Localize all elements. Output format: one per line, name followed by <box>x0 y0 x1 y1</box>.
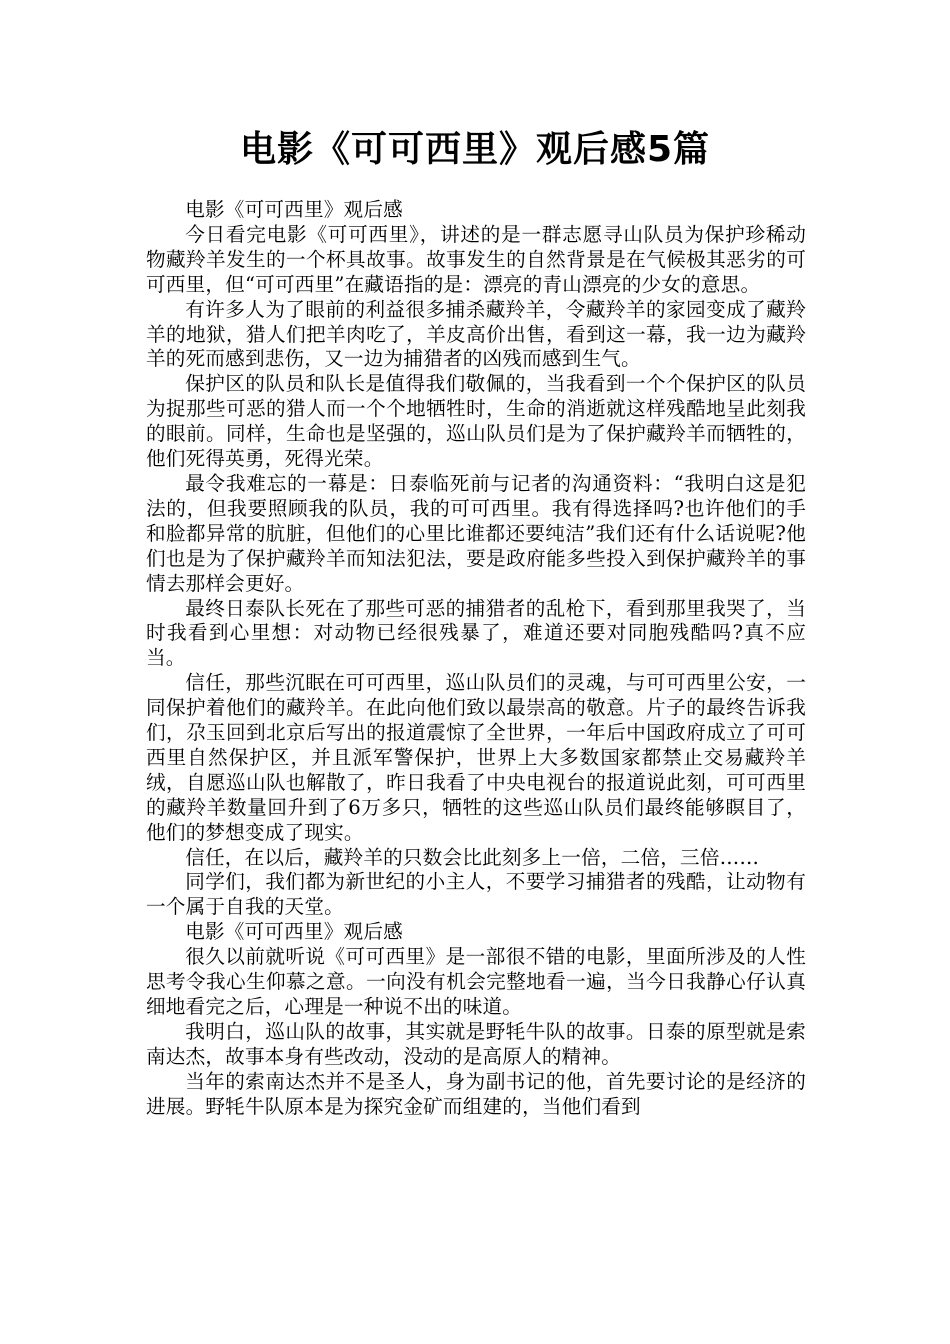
paragraph: 今日看完电影《可可西里》，讲述的是一群志愿寻山队员为保护珍稀动物藏羚羊发生的一个杯具故事。故事发生的自然背景是在气候极其恶劣的可可西里，但“可可西里”在藏语指的是：漂亮的青山漂亮的少女的意思。 <box>146 222 806 296</box>
document-title: 电影《可可西里》观后感5篇 <box>239 129 711 170</box>
paragraph: 信任，在以后，藏羚羊的只数会比此刻多上一倍，二倍，三倍…… <box>185 845 760 869</box>
paragraph: 我明白，巡山队的故事，其实就是野牦牛队的故事。日泰的原型就是索南达杰，故事本身有些改动，没动的是高原人的精神。 <box>146 1019 806 1068</box>
paragraph: 最令我难忘的一幕是：日泰临死前与记者的沟通资料：“我明白这是犯法的，但我要照顾我的队员，我的可可西里。我有得选择吗?也许他们的手和脸都异常的肮脏，但他们的心里比谁都还要纯洁”我们还有什么话说呢?他们也是为了保护藏羚羊而知法犯法，要是政府能多些投入到保护藏羚羊的事情去那样会更好。 <box>146 471 806 595</box>
document-body <box>146 198 806 1120</box>
paragraph: 同学们，我们都为新世纪的小主人，不要学习捕猎者的残酷，让动物有一个属于自我的天堂。 <box>146 870 806 919</box>
paragraph: 保护区的队员和队长是值得我们敬佩的，当我看到一个个保护区的队员为捉那些可恶的猎人而一个个地牺牲时，生命的消逝就这样残酷地呈此刻我的眼前。同样，生命也是坚强的，巡山队员们是为了保护藏羚羊而牺牲的，他们死得英勇，死得光荣。 <box>146 372 806 471</box>
paragraph: 最终日泰队长死在了那些可恶的捕猎者的乱枪下，看到那里我哭了，当时我看到心里想：对动物已经很残暴了，难道还要对同胞残酷吗?真不应当。 <box>146 596 806 670</box>
paragraph: 当年的索南达杰并不是圣人，身为副书记的他，首先要讨论的是经济的进展。野牦牛队原本是为探究金矿而组建的，当他们看到 <box>146 1069 806 1118</box>
section-heading: 电影《可可西里》观后感 <box>185 198 403 221</box>
paragraph: 有许多人为了眼前的利益很多捕杀藏羚羊，令藏羚羊的家园变成了藏羚羊的地狱，猎人们把羊肉吃了，羊皮高价出售，看到这一幕，我一边为藏羚羊的死而感到悲伤，又一边为捕猎者的凶残而感到生气。 <box>146 297 806 371</box>
paragraph: 信任，那些沉眠在可可西里，巡山队员们的灵魂，与可可西里公安，一同保护着他们的藏羚羊。在此向他们致以最崇高的敬意。片子的最终告诉我们，尕玉回到北京后写出的报道震惊了全世界，一年后中国政府成立了可可西里自然保护区，并且派军警保护，世界上大多数国家都禁止交易藏羚羊绒，自愿巡山队也解散了，昨日我看了中央电视台的报道说此刻，可可西里的藏羚羊数量回升到了6万多只，牺牲的这些巡山队员们最终能够瞑目了，他们的梦想变成了现实。 <box>146 671 806 844</box>
paragraph: 很久以前就听说《可可西里》是一部很不错的电影，里面所涉及的人性思考令我心生仰慕之意。一向没有机会完整地看一遍，当今日我静心仔认真细地看完之后，心理是一种说不出的味道。 <box>146 945 806 1018</box>
section-heading: 电影《可可西里》观后感 <box>185 920 403 944</box>
